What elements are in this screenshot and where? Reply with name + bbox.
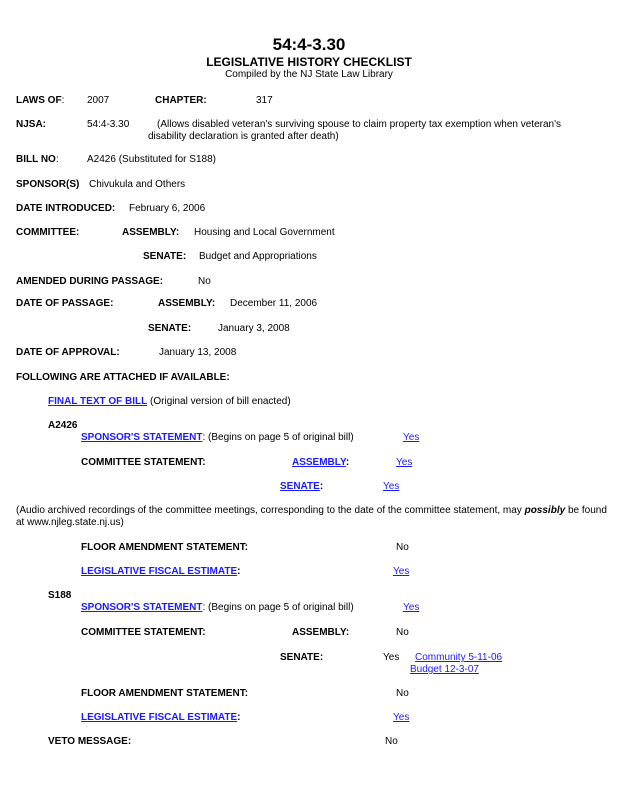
a2426-fiscal-estimate-row (81, 566, 240, 578)
s188-assembly-value: No (396, 627, 409, 638)
s188-senate-budget-link[interactable]: Budget 12-3-07 (410, 664, 479, 675)
date-of-approval-value: January 13, 2008 (159, 347, 237, 358)
audio-note-line2: at www.njleg.state.nj.us) (16, 517, 124, 528)
a2426-assembly-colon: : (345, 457, 350, 468)
laws-of-value: 2007 (87, 95, 110, 106)
a2426-senate-colon: : (319, 481, 324, 492)
passage-assembly-label: ASSEMBLY: (158, 298, 216, 309)
veto-message-value: No (385, 736, 398, 747)
veto-message-label: VETO MESSAGE: (48, 736, 132, 747)
a2426-senate-row (280, 481, 323, 493)
a2426-sponsor-statement-yes-link[interactable]: Yes (403, 432, 420, 443)
a2426-assembly-link[interactable]: ASSEMBLY (292, 457, 346, 468)
s188-fiscal-estimate-colon: : (237, 712, 241, 723)
a2426-heading: A2426 (48, 420, 78, 431)
page-title: 54:4-3.30 (272, 35, 346, 54)
a2426-assembly-yes-link[interactable]: Yes (396, 457, 413, 468)
s188-sponsor-statement-note: : (Begins on page 5 of original bill) (202, 602, 354, 613)
passage-senate-value: January 3, 2008 (218, 323, 290, 334)
page-subtitle: LEGISLATIVE HISTORY CHECKLIST (206, 55, 412, 69)
s188-floor-amendment-label: FLOOR AMENDMENT STATEMENT: (81, 688, 249, 699)
audio-note-part1: (Audio archived recordings of the committee meetings, corresponding to the date of the committee statement, may (16, 505, 525, 516)
bill-no-value: A2426 (Substituted for S188) (87, 154, 216, 165)
a2426-committee-statement-label: COMMITTEE STATEMENT: (81, 457, 206, 468)
a2426-sponsor-statement-row (81, 432, 354, 444)
date-introduced-label: DATE INTRODUCED: (16, 203, 116, 214)
laws-of-colon: : (61, 95, 65, 106)
chapter-value: 317 (256, 95, 273, 106)
a2426-floor-amendment-value: No (396, 542, 409, 553)
s188-senate-label: SENATE: (280, 652, 324, 663)
s188-committee-statement-label: COMMITTEE STATEMENT: (81, 627, 206, 638)
amended-label: AMENDED DURING PASSAGE: (16, 276, 164, 287)
date-introduced-value: February 6, 2006 (129, 203, 206, 214)
s188-senate-community-link[interactable]: Community 5-11-06 (415, 652, 503, 663)
s188-sponsor-statement-row (81, 602, 354, 614)
committee-senate-value: Budget and Appropriations (199, 251, 317, 262)
audio-note-part2: be found (565, 505, 607, 516)
final-text-note: (Original version of bill enacted) (150, 396, 291, 407)
s188-assembly-label: ASSEMBLY: (292, 627, 350, 638)
njsa-description-line1: (Allows disabled veteran's surviving spouse to claim property tax exemption when veteran's (157, 119, 562, 130)
a2426-sponsor-statement-note: : (Begins on page 5 of original bill) (202, 432, 354, 443)
audio-note-emphasis: possibly (524, 505, 566, 516)
s188-sponsor-statement-yes-link[interactable]: Yes (403, 602, 420, 613)
amended-value: No (198, 276, 211, 287)
final-text-link[interactable]: FINAL TEXT OF BILL (48, 396, 148, 407)
njsa-label: NJSA: (16, 119, 47, 130)
compiled-by: Compiled by the NJ State Law Library (225, 69, 393, 80)
passage-senate-label: SENATE: (148, 323, 192, 334)
attached-heading: FOLLOWING ARE ATTACHED IF AVAILABLE: (16, 372, 230, 383)
passage-assembly-value: December 11, 2006 (230, 298, 318, 309)
chapter-label: CHAPTER: (155, 95, 207, 106)
a2426-senate-yes-link[interactable]: Yes (383, 481, 400, 492)
date-of-approval-label: DATE OF APPROVAL: (16, 347, 120, 358)
s188-senate-value: Yes (383, 652, 400, 663)
bill-no-colon: : (55, 154, 59, 165)
s188-floor-amendment-value: No (396, 688, 409, 699)
committee-assembly-label: ASSEMBLY: (122, 227, 180, 238)
s188-sponsor-statement-link[interactable]: SPONSOR'S STATEMENT (81, 602, 203, 613)
njsa-description-line2: disability declaration is granted after death) (148, 131, 339, 142)
a2426-fiscal-estimate-yes-link[interactable]: Yes (393, 566, 410, 577)
audio-note-line1 (16, 505, 607, 517)
s188-heading: S188 (48, 590, 72, 601)
njsa-value: 54:4-3.30 (87, 119, 130, 130)
s188-fiscal-estimate-row (81, 712, 240, 724)
bill-no-label: BILL NO (16, 154, 56, 165)
a2426-senate-link[interactable]: SENATE (280, 481, 320, 492)
committee-senate-label: SENATE: (143, 251, 187, 262)
a2426-sponsor-statement-link[interactable]: SPONSOR'S STATEMENT (81, 432, 203, 443)
bill-no-row (16, 154, 59, 166)
a2426-fiscal-estimate-colon: : (237, 566, 241, 577)
committee-label: COMMITTEE: (16, 227, 80, 238)
laws-of-row (16, 95, 64, 107)
a2426-assembly-row (292, 457, 349, 469)
final-text-row (48, 396, 291, 408)
date-of-passage-label: DATE OF PASSAGE: (16, 298, 114, 309)
s188-fiscal-estimate-link[interactable]: LEGISLATIVE FISCAL ESTIMATE (81, 712, 238, 723)
committee-assembly-value: Housing and Local Government (194, 227, 335, 238)
s188-fiscal-estimate-yes-link[interactable]: Yes (393, 712, 410, 723)
laws-of-label: LAWS OF (16, 95, 62, 106)
sponsor-label: SPONSOR(S) (16, 179, 80, 190)
sponsor-value: Chivukula and Others (89, 179, 186, 190)
a2426-fiscal-estimate-link[interactable]: LEGISLATIVE FISCAL ESTIMATE (81, 566, 238, 577)
a2426-floor-amendment-label: FLOOR AMENDMENT STATEMENT: (81, 542, 249, 553)
